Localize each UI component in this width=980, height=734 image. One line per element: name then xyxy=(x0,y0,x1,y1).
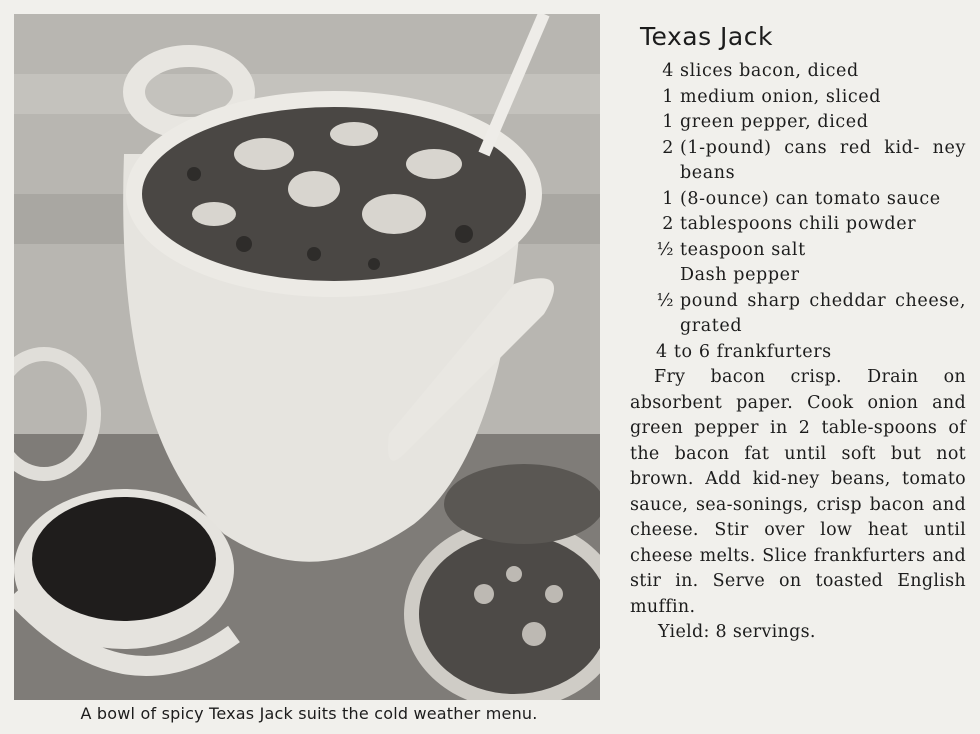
ingredient-item xyxy=(630,212,966,238)
ingredient-qty: ½ xyxy=(656,239,674,260)
ingredient-qty: 2 xyxy=(662,137,674,158)
recipe-directions: Fry bacon crisp. Drain on absorbent paper. Cook onion and green pepper in 2 table-spoons of the bacon fat until soft but not brown. Add kid-ney beans, tomato sauce, sea-sonings, crisp bacon and cheese. Stir over low heat until cheese melts. Slice frankfurters and stir in. Serve on toasted English muffin. xyxy=(630,367,966,617)
ingredient-item xyxy=(630,59,966,85)
recipe-photo xyxy=(14,14,600,700)
ingredient-qty xyxy=(630,263,680,289)
ingredient-qty: ½ xyxy=(656,290,674,311)
ingredient-qty: 1 xyxy=(662,112,674,132)
photo-illustration xyxy=(14,14,600,700)
ingredient-item xyxy=(630,136,966,187)
ingredient-item xyxy=(630,340,966,366)
ingredient-list xyxy=(630,59,966,365)
ingredient-item xyxy=(630,187,966,213)
ingredient-text: Dash pepper xyxy=(680,265,800,285)
ingredient-text: pound sharp cheddar cheese, grated xyxy=(680,290,966,336)
ingredient-text: (1-pound) cans red kid- ney beans xyxy=(680,137,966,183)
ingredient-qty: 1 xyxy=(662,188,674,209)
ingredient-text: medium onion, sliced xyxy=(680,86,882,107)
ingredient-text: tablespoons chili powder xyxy=(680,214,917,234)
recipe-column xyxy=(630,22,966,646)
ingredient-text: slices bacon, diced xyxy=(680,61,859,81)
ingredient-text: teaspoon salt xyxy=(680,239,806,260)
ingredient-item xyxy=(630,238,966,264)
ingredient-qty: 1 xyxy=(662,86,674,107)
recipe-yield: Yield: 8 servings. xyxy=(658,622,816,642)
ingredient-item xyxy=(630,263,966,289)
ingredient-item xyxy=(630,110,966,136)
ingredient-item xyxy=(630,85,966,111)
ingredient-text: green pepper, diced xyxy=(680,112,869,132)
ingredient-qty: 2 xyxy=(662,214,674,234)
ingredient-qty: 4 xyxy=(662,61,674,81)
recipe-title: Texas Jack xyxy=(640,22,773,51)
ingredient-text: (8-ounce) can tomato sauce xyxy=(680,188,941,209)
photo-caption: A bowl of spicy Texas Jack suits the cold weather menu. xyxy=(80,704,538,723)
ingredient-text: frankfurters xyxy=(716,341,832,362)
ingredient-qty: 4 to 6 xyxy=(656,341,711,362)
ingredient-item xyxy=(630,289,966,340)
